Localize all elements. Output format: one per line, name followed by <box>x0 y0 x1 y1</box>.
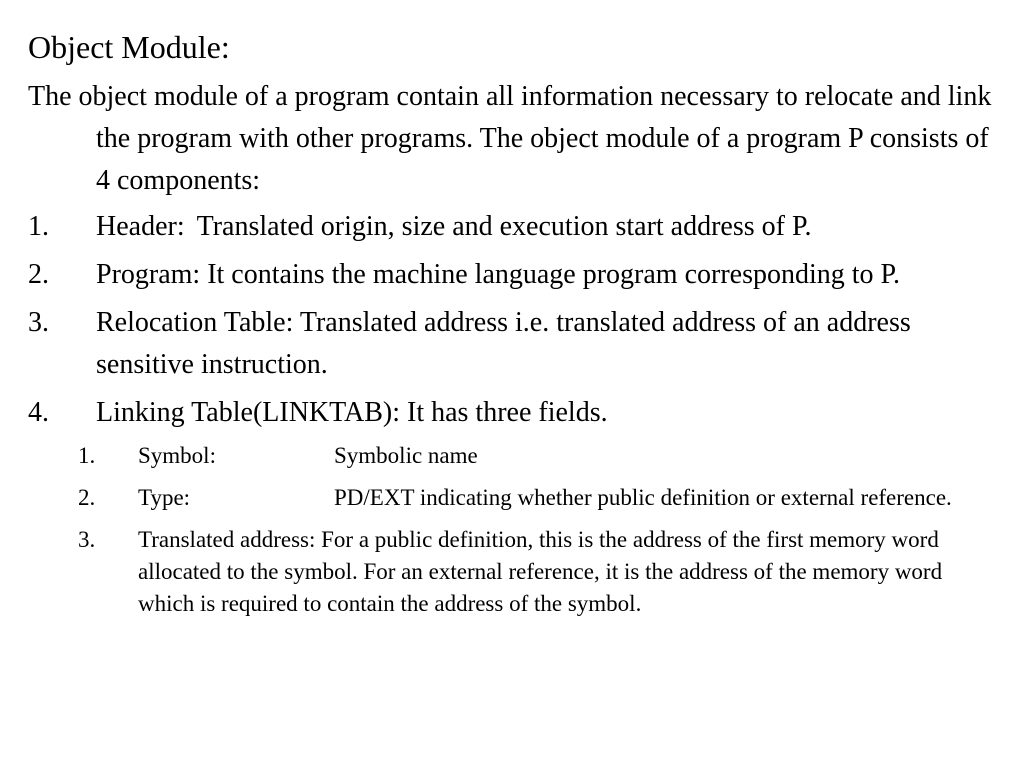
sublist-label: Symbol: <box>138 443 216 468</box>
list-text: Program: It contains the machine language program corresponding to P. <box>96 259 901 290</box>
list-number: 3. <box>28 307 49 338</box>
list-number: 1. <box>28 211 49 242</box>
sublist-number: 2. <box>78 485 96 510</box>
list-item-linking-table <box>28 392 998 434</box>
sublist-item-symbol <box>28 440 998 472</box>
sublist-number: 3. <box>78 527 96 552</box>
sublist-label: Type: <box>138 485 191 510</box>
list-item-relocation-table <box>28 302 998 386</box>
list-number: 4. <box>28 397 49 428</box>
list-text <box>96 206 998 248</box>
list-item-header <box>28 206 998 248</box>
list-description: Translated origin, size and execution start address of P. <box>196 211 812 242</box>
sublist-description: Symbolic name <box>334 443 478 468</box>
sublist-item-type <box>28 482 998 514</box>
list-item-program <box>28 254 998 296</box>
list-number: 2. <box>28 259 49 290</box>
sublist-item-translated-address <box>28 524 998 620</box>
sublist-description: PD/EXT indicating whether public definition or external reference. <box>334 485 952 510</box>
slide-title: Object Module: <box>28 29 230 65</box>
list-text: Relocation Table: Translated address i.e. translated address of an address sensitive instruction. <box>96 307 911 380</box>
list-label: Header: <box>96 211 185 242</box>
sublist-text: Translated address: For a public definition, this is the address of the first memory word allocated to the symbol. For an external reference, it is the address of the memory word which is required to contain the address of the symbol. <box>138 527 943 616</box>
list-text: Linking Table(LINKTAB): It has three fields. <box>96 397 608 428</box>
intro-paragraph: The object module of a program contain all information necessary to relocate and link the program with other programs. The object module of a program P consists of 4 components: <box>28 81 992 196</box>
slide-content <box>28 26 998 630</box>
sublist-number: 1. <box>78 443 96 468</box>
